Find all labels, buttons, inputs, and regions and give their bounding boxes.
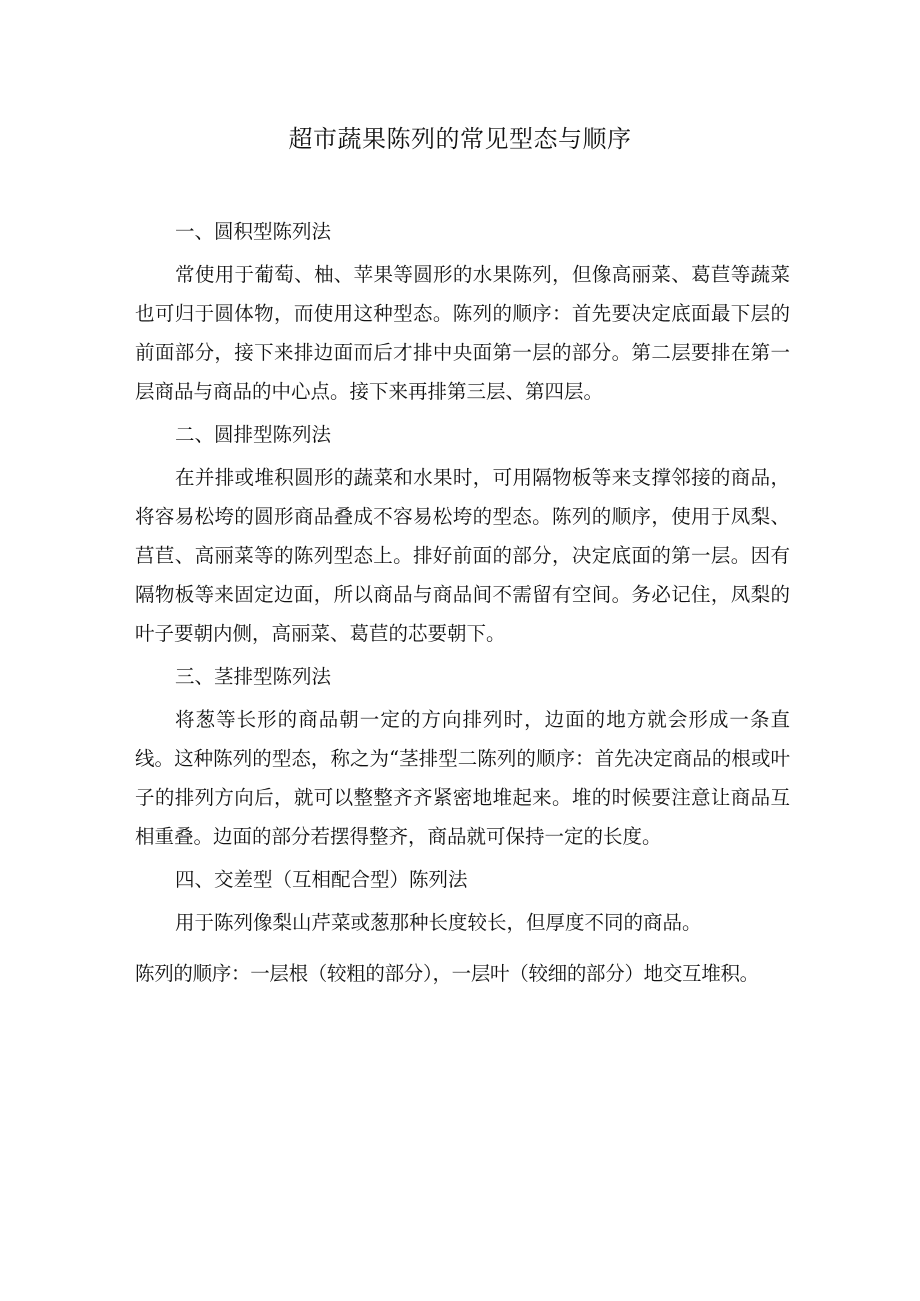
document-body bbox=[135, 212, 790, 993]
section-2 bbox=[135, 415, 790, 657]
section-3 bbox=[135, 657, 790, 860]
section-paragraph: 在并排或堆积圆形的蔬菜和水果时，可用隔物板等来支撑邻接的商品，将容易松垮的圆形商品叠成不容易松垮的型态。陈列的顺序，使用于凤梨、莒苣、高丽菜等的陈列型态上。排好前面的部分，决定底面的第一层。因有隔物板等来固定边面，所以商品与商品间不需留有空间。务必记住，凤梨的叶子要朝内侧，高丽菜、葛苣的芯要朝下。 bbox=[135, 466, 790, 645]
section-heading: 四、交差型（互相配合型）陈列法 bbox=[175, 868, 468, 891]
section-heading: 二、圆排型陈列法 bbox=[175, 423, 332, 446]
section-paragraph: 用于陈列像梨山芹菜或葱那种长度较长，但厚度不同的商品。 bbox=[175, 911, 702, 934]
document-title: 超市蔬果陈列的常见型态与顺序 bbox=[288, 125, 632, 153]
section-1 bbox=[135, 212, 790, 415]
section-paragraph: 常使用于葡萄、柚、苹果等圆形的水果陈列，但像高丽菜、葛苣等蔬菜也可归于圆体物，而使用这种型态。陈列的顺序：首先要决定底面最下层的前面部分，接下来排边面而后才排中央面第一层的部分。第二层要排在第一层商品与商品的中心点。接下来再排第三层、第四层。 bbox=[135, 263, 790, 403]
section-heading: 三、茎排型陈列法 bbox=[175, 665, 332, 688]
section-heading: 一、圆积型陈列法 bbox=[175, 220, 332, 243]
section-4 bbox=[135, 860, 790, 942]
section-paragraph: 将葱等长形的商品朝一定的方向排列时，边面的地方就会形成一条直线。这种陈列的型态，称之为“茎排型二陈列的顺序：首先决定商品的根或叶子的排列方向后，就可以整整齐齐紧密地堆起来。堆的时候要注意让商品互相重叠。边面的部分若摆得整齐，商品就可保持一定的长度。 bbox=[135, 708, 790, 848]
closing-line: 陈列的顺序：一层根（较粗的部分），一层叶（较细的部分）地交互堆积。 bbox=[135, 962, 759, 985]
